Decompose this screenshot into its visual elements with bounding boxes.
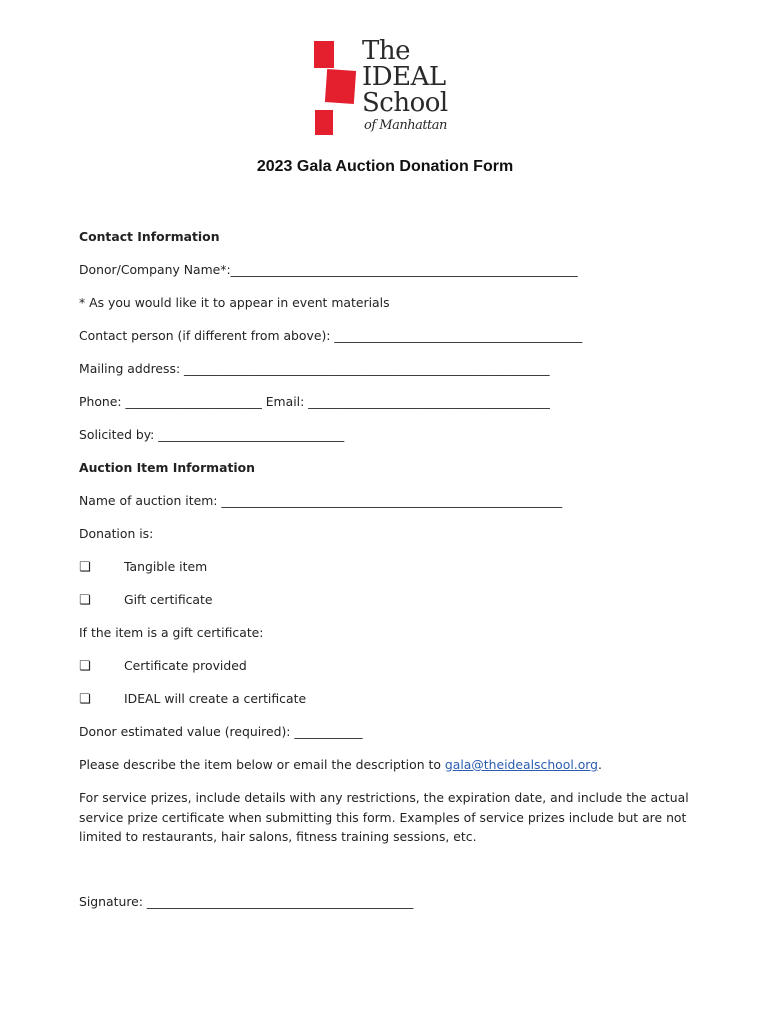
- gala-email-link[interactable]: gala@theidealschool.org: [444, 757, 599, 772]
- solicited-by-field[interactable]: Solicited by: ______________________________: [79, 427, 345, 442]
- auction-item-name-field[interactable]: Name of auction item: _______________________________________________________: [79, 493, 563, 508]
- phone-email-field[interactable]: Phone: ______________________ Email: _______________________________________: [79, 394, 550, 409]
- logo-word-of-manhattan: of Manhattan: [364, 118, 447, 133]
- service-prizes-paragraph: For service prizes, include details with any restrictions, the expiration date, and include the actual service prize certificate when submitting this form. Examples of service prizes include but are not limited to restaurants, hair salons, fitness training sessions, etc.: [79, 790, 689, 844]
- gift-certificate-option[interactable]: [79, 592, 213, 609]
- logo-red-square-middle: [325, 69, 356, 104]
- tangible-item-label: Tangible item: [124, 559, 208, 574]
- form-title: 2023 Gala Auction Donation Form: [256, 158, 514, 175]
- logo-red-square-top: [314, 41, 334, 68]
- ideal-create-certificate-label: IDEAL will create a certificate: [124, 691, 307, 706]
- auction-section-heading: Auction Item Information: [79, 460, 255, 475]
- certificate-provided-label: Certificate provided: [124, 658, 247, 673]
- gift-certificate-question: If the item is a gift certificate:: [79, 625, 264, 640]
- checkbox-icon[interactable]: ❏: [79, 692, 91, 707]
- describe-item-period: .: [598, 757, 602, 772]
- checkbox-icon[interactable]: ❏: [79, 560, 91, 575]
- logo-word-ideal: IDEAL: [362, 62, 446, 92]
- describe-item-text: Please describe the item below or email the description to: [79, 757, 445, 772]
- ideal-school-logo: [312, 36, 472, 140]
- logo-word-school: School: [362, 88, 448, 118]
- contact-section-heading: Contact Information: [79, 229, 220, 244]
- gift-certificate-label: Gift certificate: [124, 592, 213, 607]
- checkbox-icon[interactable]: ❏: [79, 593, 91, 608]
- donation-is-label: Donation is:: [79, 526, 154, 541]
- estimated-value-field[interactable]: Donor estimated value (required): ___________: [79, 724, 363, 739]
- tangible-item-option[interactable]: [79, 559, 207, 576]
- mailing-address-field[interactable]: Mailing address: ___________________________________________________________: [79, 361, 550, 376]
- donor-name-field[interactable]: Donor/Company Name*:________________________________________________________: [79, 262, 578, 277]
- logo-word-the: The: [362, 36, 410, 66]
- logo-red-square-bottom: [315, 110, 333, 135]
- ideal-create-certificate-option[interactable]: [79, 691, 306, 708]
- certificate-provided-option[interactable]: [79, 658, 247, 675]
- signature-field[interactable]: Signature: ___________________________________________: [79, 894, 414, 909]
- describe-item-instruction: [79, 757, 602, 773]
- donor-name-note: * As you would like it to appear in event materials: [79, 295, 390, 310]
- contact-person-field[interactable]: Contact person (if different from above): ________________________________________: [79, 328, 583, 343]
- checkbox-icon[interactable]: ❏: [79, 659, 91, 674]
